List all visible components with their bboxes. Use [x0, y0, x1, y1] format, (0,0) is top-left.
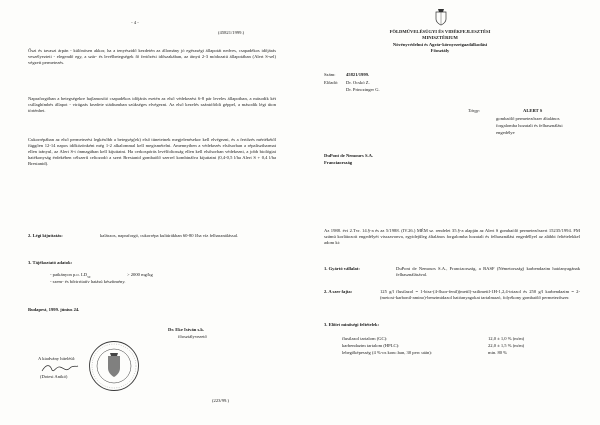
paragraph-sunflower: Napraforgóban a betegségekre hajlamosító csapadékos időjárás esetén az első védekezést 6-8 pár leveles állapotban, a második két csillaghímbés állapot - virágzás kezdete stádiumban szükséges elvégezni. Az első kezelés szántóföldi géppel, a második légi úton történhet. — [28, 96, 276, 114]
handwritten-signature — [40, 362, 80, 374]
ref-top: (45821/1999.) — [218, 30, 245, 35]
directorate-2: Főosztály — [430, 48, 450, 53]
subject-desc-3: engedélye — [496, 130, 515, 135]
body-paragraph: Az 1988. évi 2.Tvr. 14.§-a és az 5/1988. (IV.26.) MÉM sz. rendelet 35.§-a alapján az Alert S gombaölő permetezőszert 15235/1994. FM számú korlátozott engedélyét visszavonva, egyidejűleg általános forgalomba hozatali és felhasználási engedéllyel az alábbi feltételekkel adom ki: — [324, 228, 580, 246]
sec3-label: 3. Tájékoztató adatok: — [28, 260, 73, 265]
sec3-item1-sub: 50 — [87, 274, 91, 279]
addressee-1: DuPont de Nemours S.A. — [324, 153, 374, 158]
signer-title: főosztályvezető — [178, 334, 207, 339]
quality-name-3: lebegőképesség (4 %-os konc.ban, 30 perc után): — [342, 350, 433, 355]
addressee-2: Franciaország — [324, 160, 353, 165]
coat-of-arms-icon — [430, 6, 452, 28]
subject-label: Tárgy: — [468, 108, 481, 113]
official-seal-left — [88, 340, 140, 392]
date-line: Budapest, 1999. június 24. — [28, 307, 80, 312]
page-marker: - 4 - — [131, 20, 139, 25]
sec1-text: DuPont de Nemours S.A., Franciaország, a BASF (Németország) karbendazim hatóanyagának felhasználásával. — [396, 266, 580, 278]
paragraph-sugarbeet: Cukorrépában az első permetezést legkésőbb a betegség(ek) első tüneteinek megjelenésekor kell elvégezni, és a fertőzés mértékétől függően 12-14 napos időközönként még 1-2 alkalommal kell megismételni. Amennyiben a védekezés elsősorban a répalisztharmat ellen irányul, az Alert S-t önmagában kell kijuttatni. Ha cerkospórás levélfoltosság ellen kell elsősorban védekezni, a jobb biológiai hatékonyság érdekében célszerű celtozodó a szert Brestanid gombaölő szerrel kombinálva kijuttatni (0,4-0,5 l/ha Alert S + 0,4 l/ha Brestanid). — [28, 137, 276, 167]
subject-desc-2: forgalomba hozatali és felhasználási — [496, 123, 563, 128]
quality-value-1: 12,0 ± 1,0 % (m/m) — [488, 336, 525, 341]
subject-name: ALERT S — [523, 108, 543, 113]
sec2-label: 2. Légi kijuttatás: — [28, 233, 63, 238]
subject-desc-1: gombaölő permetezőszer általános — [496, 116, 560, 121]
officer-label: Előadó: — [324, 80, 339, 85]
sec2-label-right: 2. A szer fajta: — [324, 289, 353, 294]
officer-1: Dr. Ocskó Z. — [346, 80, 370, 85]
directorate: Növényvédelmi és Agrár-környezetgazdálkodási — [392, 42, 488, 47]
quality-value-3: min. 80 % — [488, 350, 508, 355]
sec3-label-right: 3. Előírt minőségi feltételek: — [324, 322, 380, 327]
quality-value-2: 22,0 ± 1,5 % (m/m) — [488, 343, 525, 348]
sec2-text-right: 125 g/l flusilazol = 1-bisz-(4-fluor-fenil)(metil)-szilimetil-1H-1,2,4-triazol és 250 g/l karbendazim = 2-(metoxi-karbonil-amino)-benzimidazol hatóanyagokat tartalmazó, folyékony gombaölő permetezőszer. — [380, 289, 580, 301]
file-no-label: Szám: — [324, 72, 336, 77]
file-no: 45821/1999. — [346, 72, 370, 77]
quality-name-2: karbendazim tartalom (HPLC): — [342, 343, 400, 348]
issued-label: A kiadvány hiteléül: — [38, 356, 76, 361]
sec1-label: 1. Gyártó vállalat: — [324, 266, 360, 271]
ministry-name-2: MINISZTÉRIUM — [422, 35, 458, 40]
right-page — [300, 0, 600, 425]
quality-name-1: flusilazol tartalom (GC): — [342, 336, 388, 341]
paragraph-barley: Őszi és tavaszi árpán - különösen akkor, ha a tenyészidő kezdetén az állomány jó egészségi állapotát nedves, csapadékos időjárás veszélyezteti - elegendő egy, a szár- és levélbetegségek fő fertőzési időszakában, az átnyú 2-3 módozatú állapotában (Alert S-sel) végzett permetezés. — [28, 48, 276, 66]
ministry-name: FÖLDMŰVELÉSÜGYI ÉS VIDÉKFEJLESZTÉSI — [389, 29, 491, 34]
ref-bottom: (223/99.) — [212, 398, 229, 403]
sec3-item2: - szem- és bőrirritatív hatású készítmény. — [50, 279, 126, 284]
sec3-item1-text: - patkányon p.o. LD — [50, 272, 88, 277]
sec3-item1-value: > 2000 mg/kg — [127, 272, 153, 277]
issued-name: (Dotesi Anikó) — [40, 374, 68, 379]
officer-2: Dr. Princzinger G. — [346, 87, 380, 92]
signer-name: Dr. Eke István s.k. — [168, 327, 205, 332]
sec2-text: kalászos, napraforgó, cukorrépa kultúrákban 60-80 l/ha víz felhasználással. — [100, 233, 239, 238]
